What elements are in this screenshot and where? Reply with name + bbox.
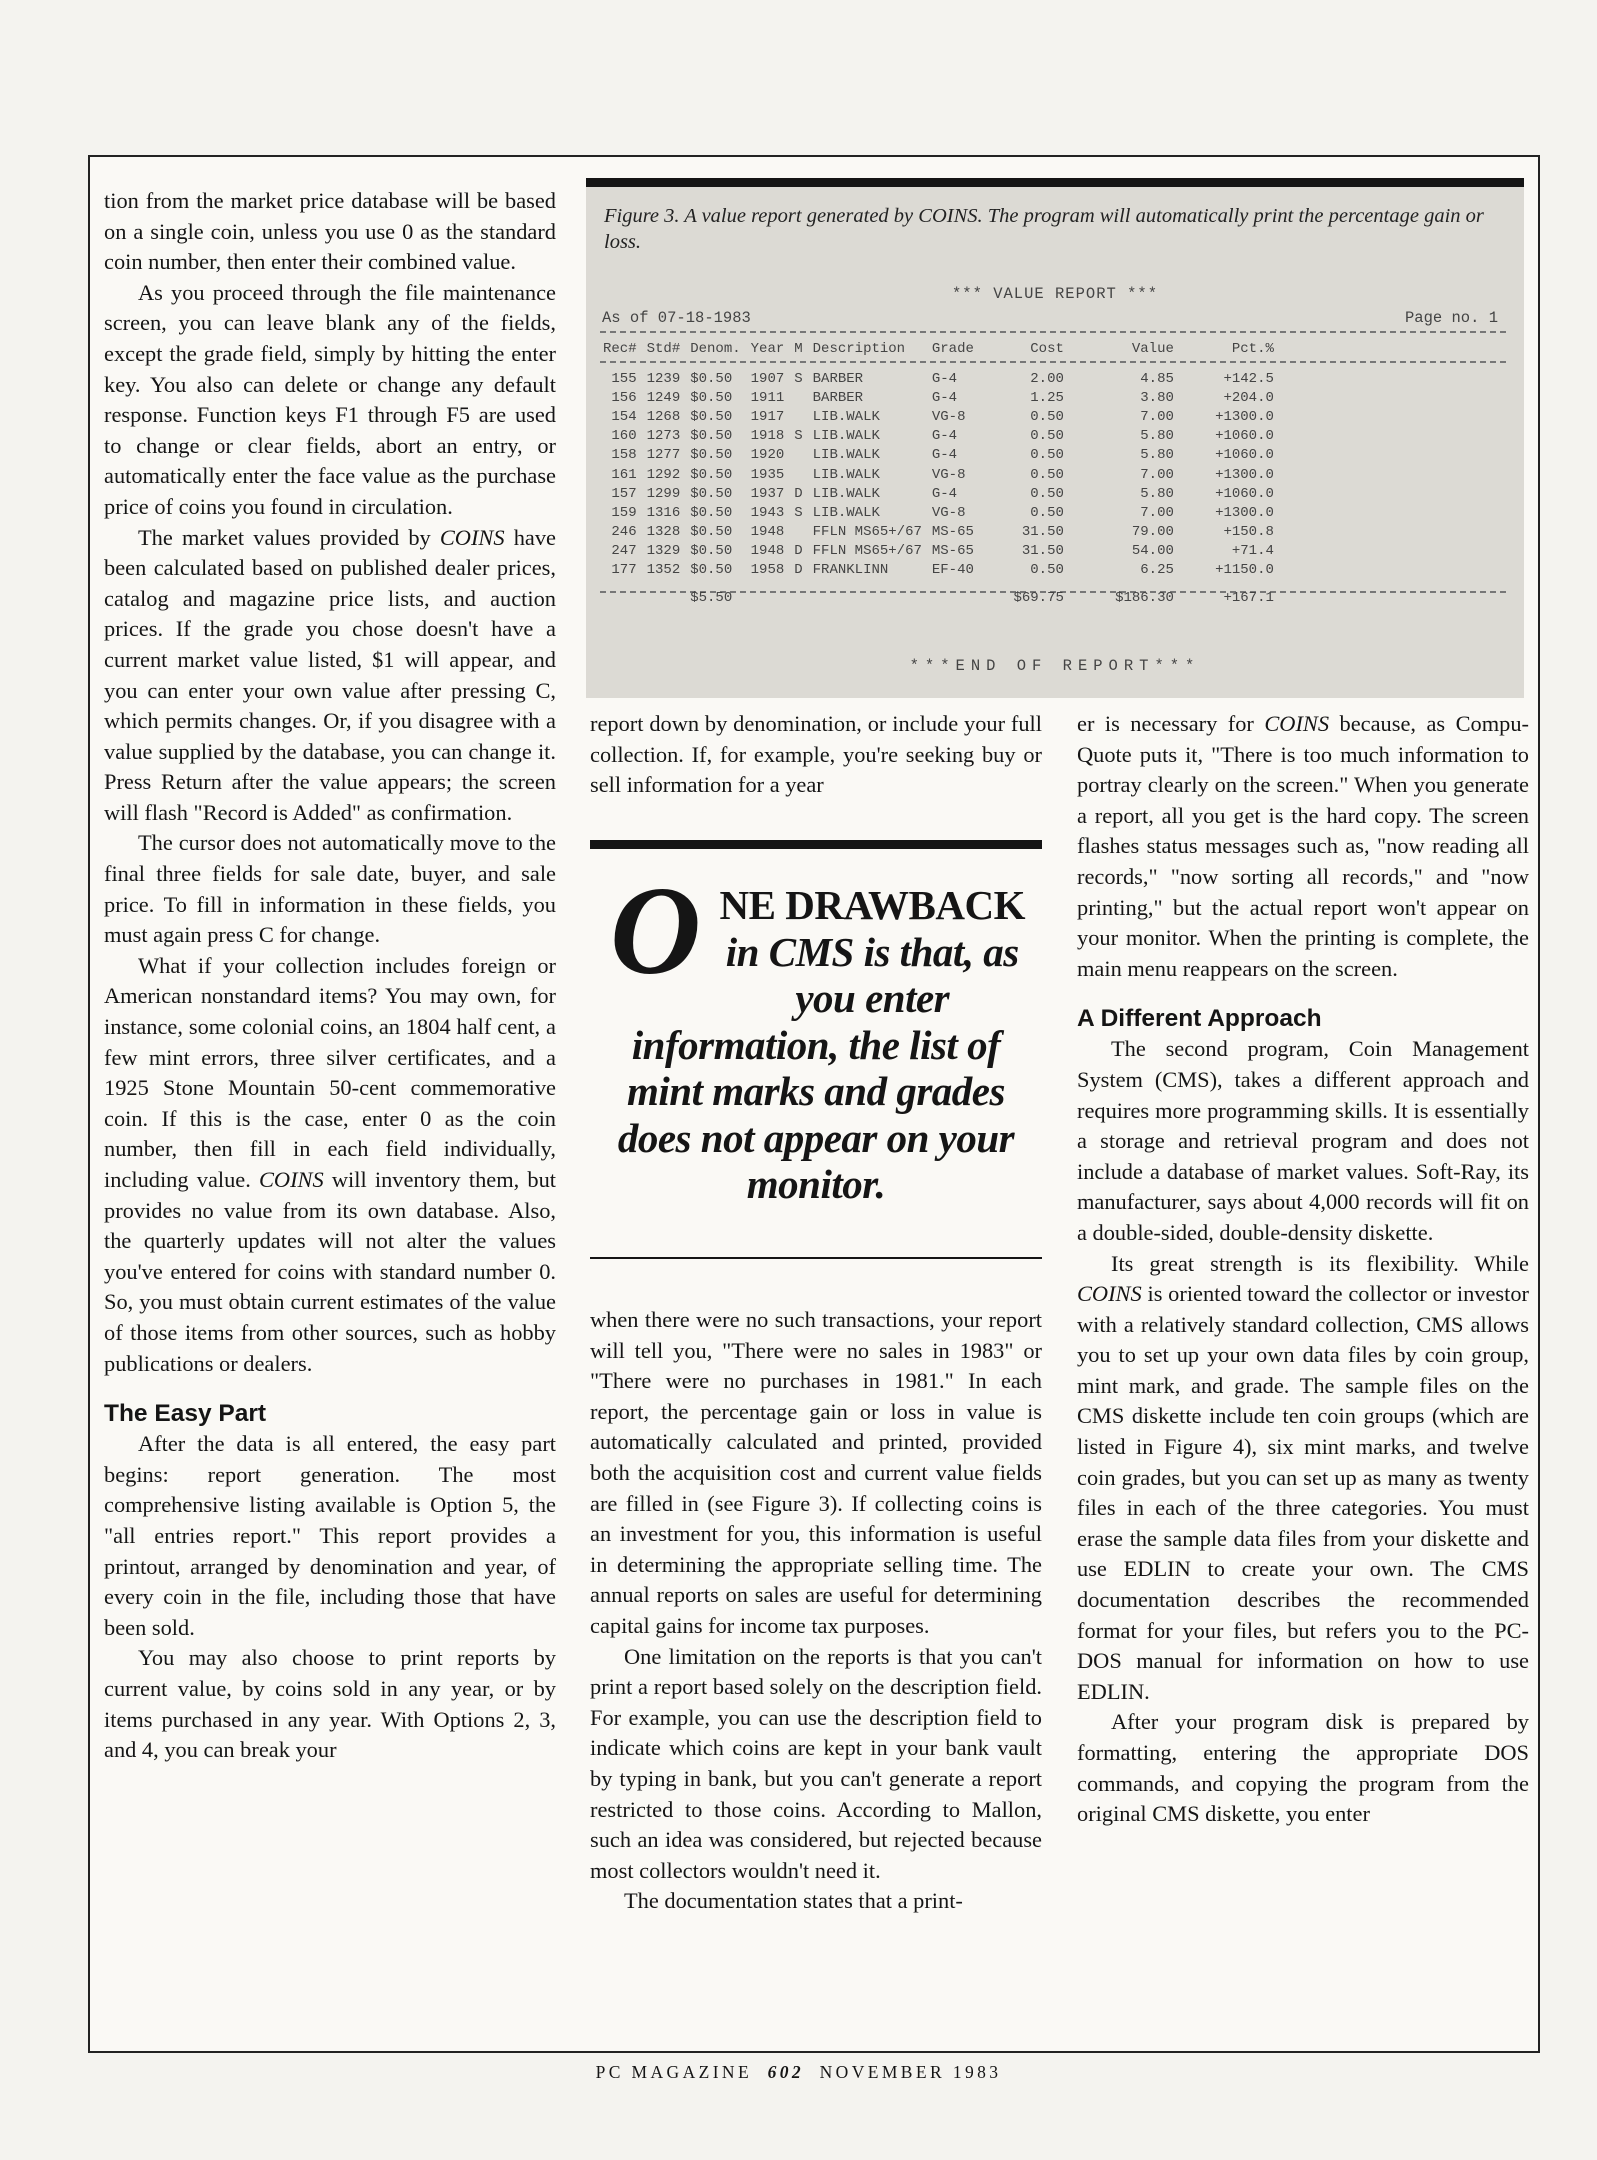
- drop-cap: O: [610, 862, 701, 1001]
- report-cell: D: [794, 543, 803, 560]
- report-cell: $0.50: [690, 562, 733, 579]
- report-cell: 1.25: [1030, 389, 1064, 406]
- report-cell: 0.50: [1030, 504, 1064, 521]
- paragraph: Its great strength is its flexibility. While COINS is oriented toward the collector or investor with a relatively standard collection, CMS allows you to set up your own data files by coin group, mint mark, and grade. The sample files on the CMS diskette include ten coin groups (which are listed in Figure 4), six mint marks, and twelve coin grades, but you can set up as many as twenty files in each of the three categories. You must erase the sample data files from your diskette and use EDLIN to create your own. The CMS documentation describes the recommended format for your files, but refers you to the PC-DOS manual for information on how to use EDLIN.: [1077, 1250, 1529, 1704]
- paragraph: The documentation states that a print-: [624, 1888, 963, 1914]
- report-cell: G-4: [931, 447, 958, 464]
- report-cell: LIB.WALK: [812, 485, 880, 502]
- report-cell: 156: [611, 389, 637, 406]
- paragraph: tion from the market price database will be based on a single coin, unless you use 0 as the standard coin number, then enter their combined value.: [104, 188, 556, 275]
- report-cell: $0.50: [690, 447, 733, 464]
- report-cell: 1948: [750, 543, 785, 560]
- report-cell: 0.50: [1030, 447, 1064, 464]
- report-cell: 5.80: [1140, 485, 1174, 502]
- report-cell: 1316: [646, 504, 681, 521]
- report-cell: [789, 523, 807, 542]
- pullquote-rule-bottom: [590, 1257, 1042, 1259]
- report-cell: 1292: [646, 466, 681, 483]
- report-cell: 1329: [646, 543, 681, 560]
- report-cell: 7.00: [1140, 504, 1174, 521]
- column-2-top: [590, 709, 1042, 801]
- report-cell: 177: [611, 562, 637, 579]
- col-header: Cost: [1030, 341, 1064, 357]
- report-cell: 1268: [646, 408, 681, 425]
- page-footer: [0, 2062, 1597, 2083]
- report-cell: VG-8: [931, 408, 966, 425]
- page-number: 602: [767, 2062, 805, 2082]
- report-cell: 7.00: [1140, 408, 1174, 425]
- report-cell: 2.00: [1030, 370, 1064, 387]
- report-cell: 0.50: [1030, 466, 1064, 483]
- report-title: *** VALUE REPORT ***: [951, 285, 1159, 303]
- total-pct: +167.1: [1223, 589, 1274, 606]
- pullquote-lead: NE DRAWBACK: [719, 882, 1025, 928]
- report-cell: 154: [611, 408, 637, 425]
- pullquote-rule-top: [590, 840, 1042, 849]
- report-cell: S: [794, 428, 803, 445]
- paragraph: The second program, Coin Management System (CMS), takes a different approach and requires more programming skills. It is essentially a storage and retrieval program and does not include a database of market values. Soft-Ray, its manufacturer, says about 4,000 records will fit on a double-sided, double-density diskette.: [1077, 1036, 1529, 1245]
- report-cell: 4.85: [1140, 370, 1174, 387]
- report-cell: +71.4: [1231, 543, 1274, 560]
- report-cell: FFLN MS65+/67: [812, 524, 922, 541]
- report-cell: 0.50: [1030, 428, 1064, 445]
- report-cell: [789, 465, 807, 484]
- paragraph: After your program disk is prepared by formatting, entering the appropriate DOS commands, and copying the program from the original CMS diskette, you enter: [1077, 1709, 1529, 1827]
- end-of-report: ***END OF REPORT***: [909, 657, 1201, 675]
- report-rows: [598, 361, 1279, 580]
- section-heading: The Easy Part: [104, 1400, 267, 1428]
- report-cell: 1911: [750, 389, 785, 406]
- report-cell: 160: [611, 428, 637, 445]
- report-cell: +1300.0: [1215, 504, 1274, 521]
- pull-quote: [590, 862, 1042, 1208]
- report-cell: +1060.0: [1215, 447, 1274, 464]
- report-cell: LIB.WALK: [812, 408, 880, 425]
- report-cell: $0.50: [690, 389, 733, 406]
- report-cell: 1918: [750, 428, 785, 445]
- col-header: Grade: [931, 341, 974, 357]
- col-header: Year: [750, 341, 785, 357]
- report-cell: LIB.WALK: [812, 504, 880, 521]
- report-row: [598, 446, 1279, 465]
- report-totals-row: [598, 580, 1279, 607]
- report-row: [598, 542, 1279, 561]
- report-cell: VG-8: [931, 466, 966, 483]
- report-cell: $0.50: [690, 504, 733, 521]
- report-cell: 0.50: [1030, 485, 1064, 502]
- report-cell: $0.50: [690, 524, 733, 541]
- report-cell: MS-65: [931, 524, 974, 541]
- report-row: [598, 503, 1279, 522]
- col-header: Std#: [646, 341, 681, 357]
- report-cell: [789, 388, 807, 407]
- report-cell: 31.50: [1021, 543, 1064, 560]
- paragraph: The market values provided by COINS have been calculated based on published dealer prices, catalog and magazine price lists, and auction prices. If the grade you chose doesn't have a current market value listed, $1 will appear, and you can enter your own value after pressing C, which permits changes. Or, if you disagree with a value supplied by the database, you can change it. Press Return after the value appears; the screen will flash "Record is Added" as confirmation.: [104, 524, 556, 825]
- pullquote-text: in CMS is that, as you enter information, the list of mint marks and grades does not appear on your monitor.: [617, 928, 1019, 1207]
- report-cell: S: [794, 504, 803, 521]
- report-table: [598, 337, 1279, 607]
- report-cell: 7.00: [1140, 466, 1174, 483]
- report-row: [598, 427, 1279, 446]
- report-cell: +1300.0: [1215, 466, 1274, 483]
- report-cell: 155: [611, 370, 637, 387]
- report-cell: 1958: [750, 562, 785, 579]
- report-cell: 1948: [750, 524, 785, 541]
- paragraph: when there were no such transactions, your report will tell you, "There were no sales in 1983" or "There were no purchases in 1981." In each report, the percentage gain or loss in value is automatically calculated and printed, provided both the acquisition cost and current value fields are filled in (see Figure 3). If collecting coins is an investment for you, this information is useful in determining the appropriate selling time. The annual reports on sales are useful for determining capital gains for income tax purposes.: [590, 1307, 1042, 1638]
- report-cell: LIB.WALK: [812, 447, 880, 464]
- report-cell: 246: [611, 524, 637, 541]
- report-cell: $0.50: [690, 408, 733, 425]
- report-cell: [789, 446, 807, 465]
- paragraph: er is necessary for COINS because, as Compu-Quote puts it, "There is too much information to portray clearly on the screen." When you generate a report, all you get is the hard copy. The screen flashes status messages such as, "now reading all records," "now sorting all records," and "now printing," but the actual report won't appear on your monitor. When the printing is complete, the main menu reappears on the screen.: [1077, 711, 1530, 981]
- report-cell: G-4: [931, 428, 958, 445]
- report-cell: 1328: [646, 524, 681, 541]
- report-cell: BARBER: [812, 389, 864, 406]
- report-cell: +1300.0: [1215, 408, 1274, 425]
- report-page-number: Page no. 1: [1404, 309, 1498, 327]
- paragraph: What if your collection includes foreign or American nonstandard items? You may own, for instance, some colonial coins, an 1804 half cent, a few mint errors, three silver certificates, and a 1925 Stone Mountain 50-cent commemorative coin. If this is the case, enter 0 as the coin number, then fill in each field individually, including value. COINS will inventory them, but provides no value from its own database. Also, the quarterly updates will not alter the values you've entered for coins with standard number 0. So, you must obtain current estimates of the value of those items from other sources, such as hobby publications or dealers.: [104, 952, 556, 1376]
- report-cell: +150.8: [1223, 524, 1274, 541]
- paragraph: report down by denomination, or include your full collection. If, for example, you're seeking buy or sell information for a year: [590, 711, 1042, 798]
- report-cell: 1943: [750, 504, 785, 521]
- col-header: Description: [812, 341, 906, 357]
- report-cell: 1352: [646, 562, 681, 579]
- report-cell: 1249: [646, 389, 681, 406]
- report-cell: 159: [611, 504, 637, 521]
- report-cell: 161: [611, 466, 637, 483]
- report-cell: $0.50: [690, 543, 733, 560]
- report-cell: 3.80: [1140, 389, 1174, 406]
- report-cell: D: [794, 485, 803, 502]
- column-2-bottom: [590, 1305, 1042, 1917]
- report-cell: 1277: [646, 447, 681, 464]
- paragraph: One limitation on the reports is that you can't print a report based solely on the description field. For example, you can use the description field to indicate which coins are kept in your bank vault by typing in bank, but you can't generate a report restricted to those coins. According to Mallon, such an idea was considered, but rejected because most collectors wouldn't need it.: [590, 1643, 1042, 1883]
- report-cell: G-4: [931, 370, 958, 387]
- report-as-of: As of 07-18-1983: [602, 309, 751, 327]
- report-row: [598, 361, 1279, 388]
- report-cell: +1060.0: [1215, 428, 1274, 445]
- report-cell: 0.50: [1030, 562, 1064, 579]
- report-cell: 5.80: [1140, 447, 1174, 464]
- report-cell: 1299: [646, 485, 681, 502]
- total-denom: $5.50: [690, 589, 733, 606]
- report-cell: 157: [611, 485, 637, 502]
- report-cell: 54.00: [1131, 543, 1174, 560]
- figure-caption: Figure 3. A value report generated by COINS. The program will automatically print the percentage gain or loss.: [604, 205, 1484, 253]
- paragraph: The cursor does not automatically move to the final three fields for sale date, buyer, and sale price. To fill in information in these fields, you must again press C for change.: [104, 830, 556, 948]
- report-cell: G-4: [931, 389, 958, 406]
- report-row: [598, 484, 1279, 503]
- report-cell: D: [794, 562, 803, 579]
- col-header: Value: [1131, 341, 1174, 357]
- report-cell: 0.50: [1030, 408, 1064, 425]
- report-row: [598, 388, 1279, 407]
- report-row: [598, 561, 1279, 580]
- report-cell: 31.50: [1021, 524, 1064, 541]
- magazine-name: PC MAGAZINE: [595, 2062, 753, 2082]
- col-header: M: [794, 341, 803, 357]
- report-cell: +1150.0: [1215, 562, 1274, 579]
- col-header: Rec#: [603, 341, 637, 357]
- col-header: Denom.: [690, 341, 741, 357]
- report-cell: +204.0: [1223, 389, 1274, 406]
- total-cost: $69.75: [1013, 589, 1064, 606]
- report-divider: [600, 331, 1506, 333]
- report-cell: +1060.0: [1215, 485, 1274, 502]
- report-row: [598, 407, 1279, 426]
- report-cell: S: [794, 370, 803, 387]
- report-cell: MS-65: [931, 543, 974, 560]
- section-heading: A Different Approach: [1077, 1005, 1322, 1033]
- report-cell: 1907: [750, 370, 785, 387]
- report-cell: 247: [611, 543, 637, 560]
- issue-date: NOVEMBER 1983: [819, 2062, 1002, 2082]
- report-row: [598, 523, 1279, 542]
- report-cell: BARBER: [812, 370, 864, 387]
- report-cell: +142.5: [1223, 370, 1274, 387]
- paragraph: After the data is all entered, the easy part begins: report generation. The most comprehensive listing available is Option 5, the "all entries report." This report provides a printout, arranged by denomination and year, of every coin in the file, including those that have been sold.: [104, 1431, 556, 1640]
- report-cell: [789, 407, 807, 426]
- column-3: [1077, 709, 1529, 1830]
- report-cell: 1239: [646, 370, 681, 387]
- report-cell: EF-40: [931, 562, 974, 579]
- col-header: Pct.%: [1231, 341, 1274, 357]
- report-cell: FFLN MS65+/67: [812, 543, 922, 560]
- report-cell: 79.00: [1131, 524, 1174, 541]
- report-cell: 1935: [750, 466, 785, 483]
- paragraph: You may also choose to print reports by current value, by coins sold in any year, or by items purchased in any year. With Options 2, 3, and 4, you can break your: [104, 1645, 556, 1763]
- report-cell: 1920: [750, 447, 785, 464]
- figure-value-report: [586, 178, 1524, 698]
- report-cell: $0.50: [690, 485, 733, 502]
- report-cell: 5.80: [1140, 428, 1174, 445]
- report-cell: $0.50: [690, 428, 733, 445]
- report-cell: $0.50: [690, 370, 733, 387]
- report-cell: 1273: [646, 428, 681, 445]
- report-cell: LIB.WALK: [812, 428, 880, 445]
- report-cell: $0.50: [690, 466, 733, 483]
- report-cell: 1917: [750, 408, 785, 425]
- report-cell: 158: [611, 447, 637, 464]
- report-row: [598, 465, 1279, 484]
- report-cell: G-4: [931, 485, 958, 502]
- report-cell: FRANKLINN: [812, 562, 889, 579]
- paragraph: As you proceed through the file maintenance screen, you can leave blank any of the fields, except the grade field, simply by hitting the enter key. You also can delete or change any default response. Function keys F1 through F5 are used to change or clear fields, abort an entry, or automatically enter the face value as the purchase price of coins you found in circulation.: [104, 279, 556, 519]
- report-cell: 6.25: [1140, 562, 1174, 579]
- column-1: [104, 186, 556, 1766]
- report-cell: 1937: [750, 485, 785, 502]
- total-value: $186.30: [1115, 589, 1174, 606]
- report-cell: LIB.WALK: [812, 466, 880, 483]
- report-cell: VG-8: [931, 504, 966, 521]
